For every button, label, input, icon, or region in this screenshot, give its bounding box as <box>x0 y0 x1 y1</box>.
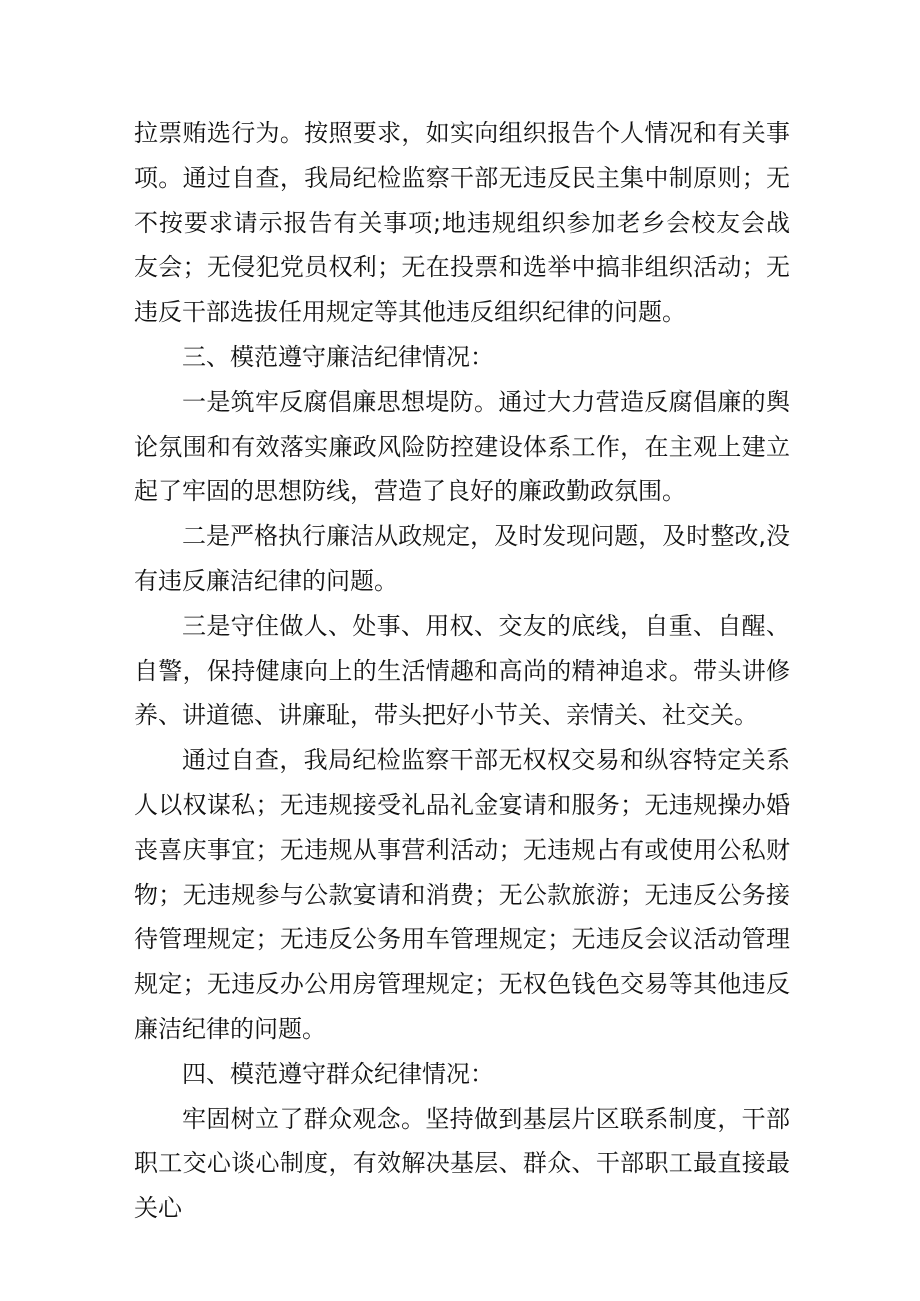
section-heading-mass-discipline: 四、模范遵守群众纪律情况： <box>182 1059 494 1088</box>
paragraph-mass-concept: 牢固树立了群众观念。坚持做到基层片区联系制度，干部职工交心谈心制度，有效解决基层、群众、干部职工最直接最关心 <box>134 1104 790 1223</box>
paragraph-anti-corruption-defense: 一是筑牢反腐倡廉思想堤防。通过大力营造反腐倡廉的舆论氛围和有效落实廉政风险防控建设体系工作，在主观上建立起了牢固的思想防线，营造了良好的廉政勤政氛围。 <box>134 387 790 506</box>
document-body <box>134 111 790 1231</box>
paragraph-integrity-regulations: 二是严格执行廉洁从政规定，及时发现问题，及时整改,没有违反廉洁纪律的问题。 <box>134 522 790 595</box>
paragraph-bottom-line: 三是守住做人、处事、用权、交友的底线，自重、自醒、自警，保持健康向上的生活情趣和高尚的精神追求。带头讲修养、讲道德、讲廉耻，带头把好小节关、亲情关、社交关。 <box>134 611 790 730</box>
section-heading-integrity-discipline: 三、模范遵守廉洁纪律情况： <box>182 342 494 371</box>
paragraph-organization-discipline-continued: 拉票贿选行为。按照要求，如实向组织报告个人情况和有关事项。通过自查，我局纪检监察干部无违反民主集中制原则；无不按要求请示报告有关事项;地违规组织参加老乡会校友会战友会；无侵犯党员权利；无在投票和选举中搞非组织活动；无违反干部选拔任用规定等其他违反组织纪律的问题。 <box>134 119 790 327</box>
paragraph-self-inspection-integrity: 通过自查，我局纪检监察干部无权权交易和纵容特定关系人以权谋私；无违规接受礼品礼金宴请和服务；无违规操办婚丧喜庆事宜；无违规从事营利活动；无违规占有或使用公私财物；无违规参与公款宴请和消费；无公款旅游；无违反公务接待管理规定；无违反公务用车管理规定；无违反会议活动管理规定；无违反办公用房管理规定；无权色钱色交易等其他违反廉洁纪律的问题。 <box>134 746 790 1043</box>
